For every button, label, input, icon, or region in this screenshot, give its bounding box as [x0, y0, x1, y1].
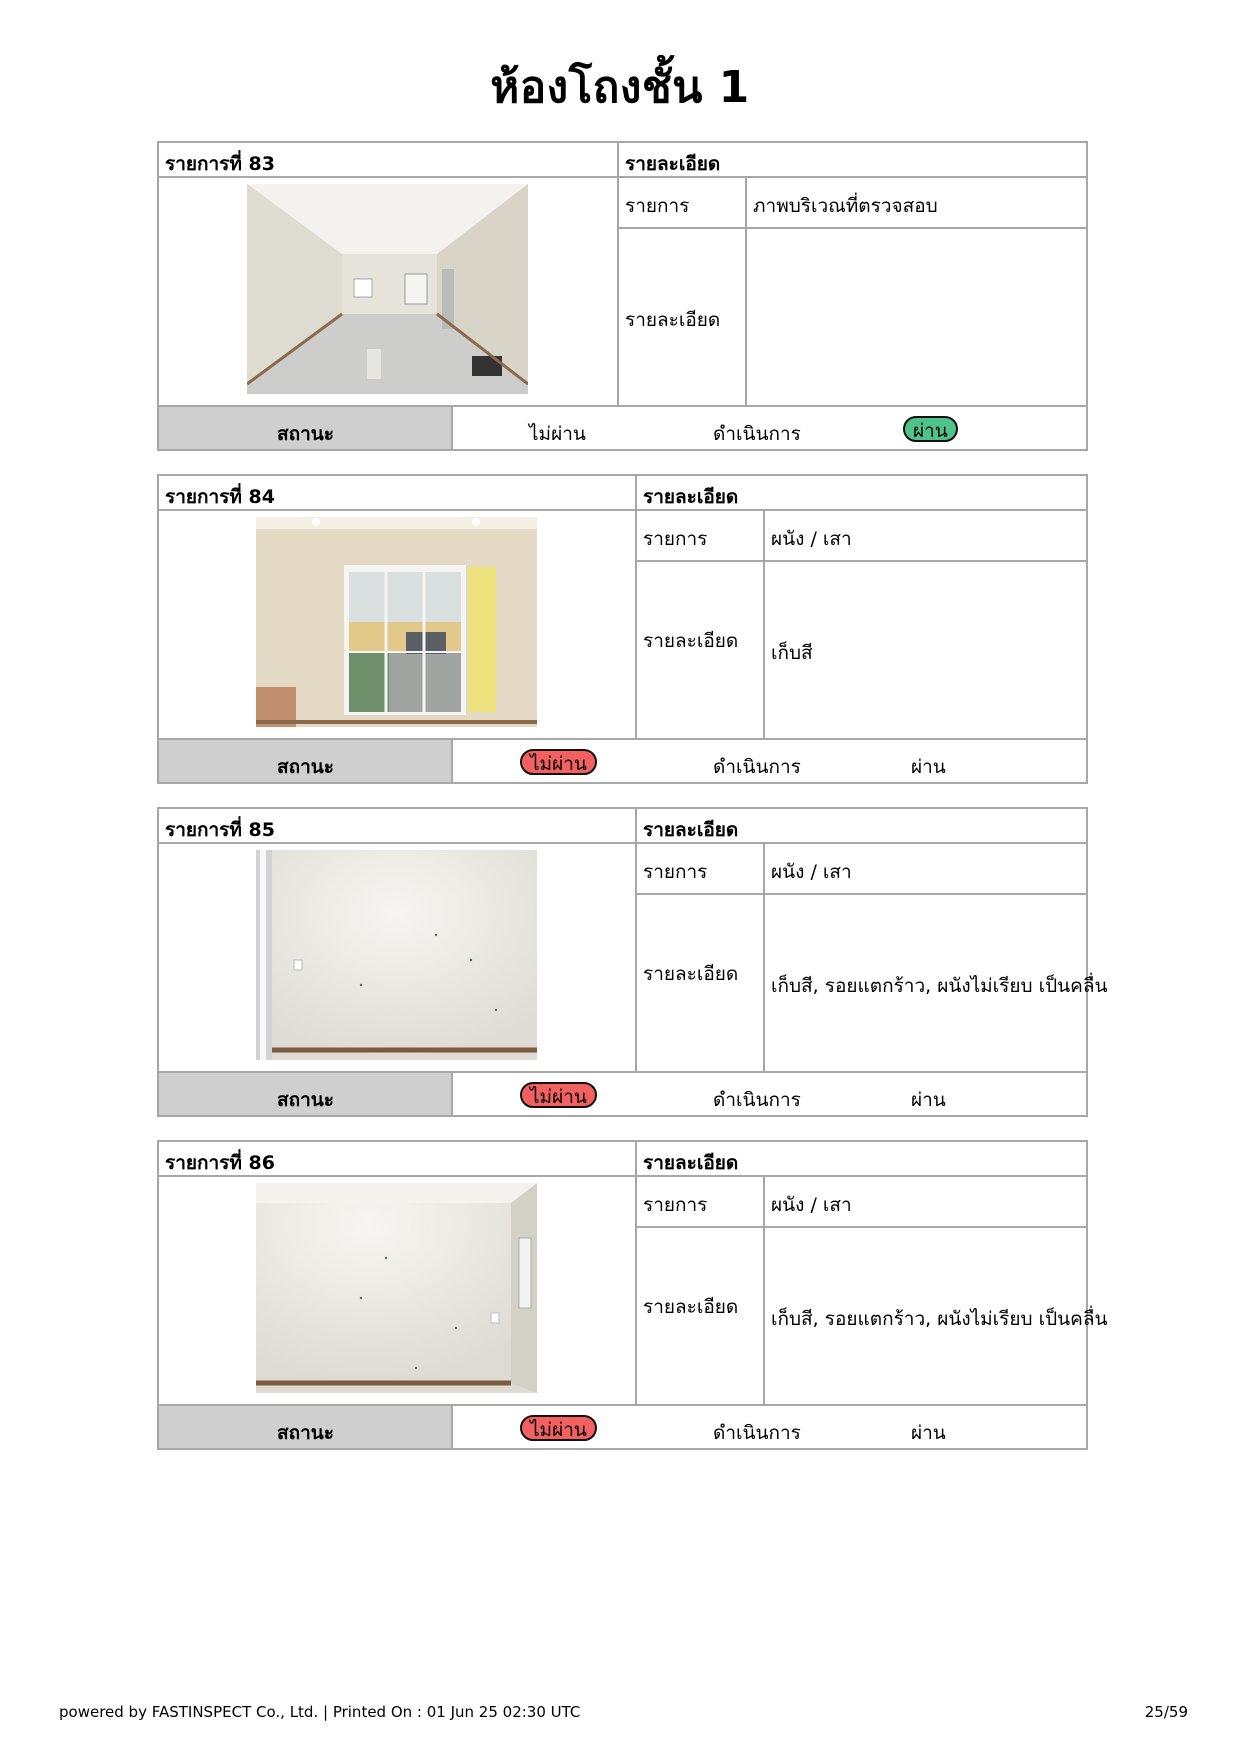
inspection-item-83: [157, 141, 1088, 451]
item-number: รายการที่ 84: [165, 486, 275, 508]
details-label: รายละเอียด: [643, 963, 739, 985]
item-value: ผนัง / เสา: [771, 861, 852, 883]
status-in-progress[interactable]: ดำเนินการ: [713, 1089, 801, 1111]
inspection-item-84: [157, 474, 1088, 784]
inspection-item-85: [157, 807, 1108, 1117]
status-label: สถานะ: [277, 423, 334, 445]
status-pass[interactable]: ผ่าน: [911, 1422, 946, 1444]
details-header: รายละเอียด: [625, 153, 721, 175]
inspection-photo[interactable]: [256, 1183, 537, 1393]
details-header: รายละเอียด: [643, 1152, 739, 1174]
status-fail[interactable]: ไม่ผ่าน: [529, 423, 586, 445]
status-label: สถานะ: [277, 1089, 334, 1111]
status-label: สถานะ: [277, 756, 334, 778]
item-number: รายการที่ 85: [165, 819, 275, 841]
status-pass-selected[interactable]: ผ่าน: [903, 416, 958, 442]
status-in-progress[interactable]: ดำเนินการ: [713, 1422, 801, 1444]
details-value: เก็บสี, รอยแตกร้าว, ผนังไม่เรียบ เป็นคลื่น: [771, 975, 1108, 997]
status-pass[interactable]: ผ่าน: [911, 756, 946, 778]
status-in-progress[interactable]: ดำเนินการ: [713, 756, 801, 778]
details-label: รายละเอียด: [643, 1296, 739, 1318]
page-number: 25/59: [1144, 1703, 1188, 1721]
details-label: รายละเอียด: [625, 309, 721, 331]
details-value: เก็บสี, รอยแตกร้าว, ผนังไม่เรียบ เป็นคลื่น: [771, 1308, 1108, 1330]
inspection-photo[interactable]: [247, 184, 528, 394]
footer-credit: powered by FASTINSPECT Co., Ltd. | Printed On : 01 Jun 25 02:30 UTC: [59, 1703, 581, 1721]
inspection-item-86: [157, 1140, 1108, 1450]
details-header: รายละเอียด: [643, 486, 739, 508]
item-label: รายการ: [625, 195, 690, 217]
status-fail-selected[interactable]: ไม่ผ่าน: [520, 749, 597, 775]
status-in-progress[interactable]: ดำเนินการ: [713, 423, 801, 445]
item-number: รายการที่ 86: [165, 1152, 275, 1174]
details-value: เก็บสี: [771, 642, 813, 664]
status-pass[interactable]: ผ่าน: [911, 1089, 946, 1111]
status-label: สถานะ: [277, 1422, 334, 1444]
item-label: รายการ: [643, 861, 708, 883]
details-header: รายละเอียด: [643, 819, 739, 841]
item-label: รายการ: [643, 1194, 708, 1216]
page-title: ห้องโถงชั้น 1: [490, 62, 750, 113]
item-number: รายการที่ 83: [165, 153, 275, 175]
item-value: ภาพบริเวณที่ตรวจสอบ: [753, 195, 938, 217]
item-label: รายการ: [643, 528, 708, 550]
status-fail-selected[interactable]: ไม่ผ่าน: [520, 1415, 597, 1441]
inspection-photo[interactable]: [256, 850, 537, 1060]
item-value: ผนัง / เสา: [771, 1194, 852, 1216]
item-value: ผนัง / เสา: [771, 528, 852, 550]
details-label: รายละเอียด: [643, 630, 739, 652]
status-fail-selected[interactable]: ไม่ผ่าน: [520, 1082, 597, 1108]
inspection-photo[interactable]: [256, 517, 537, 727]
